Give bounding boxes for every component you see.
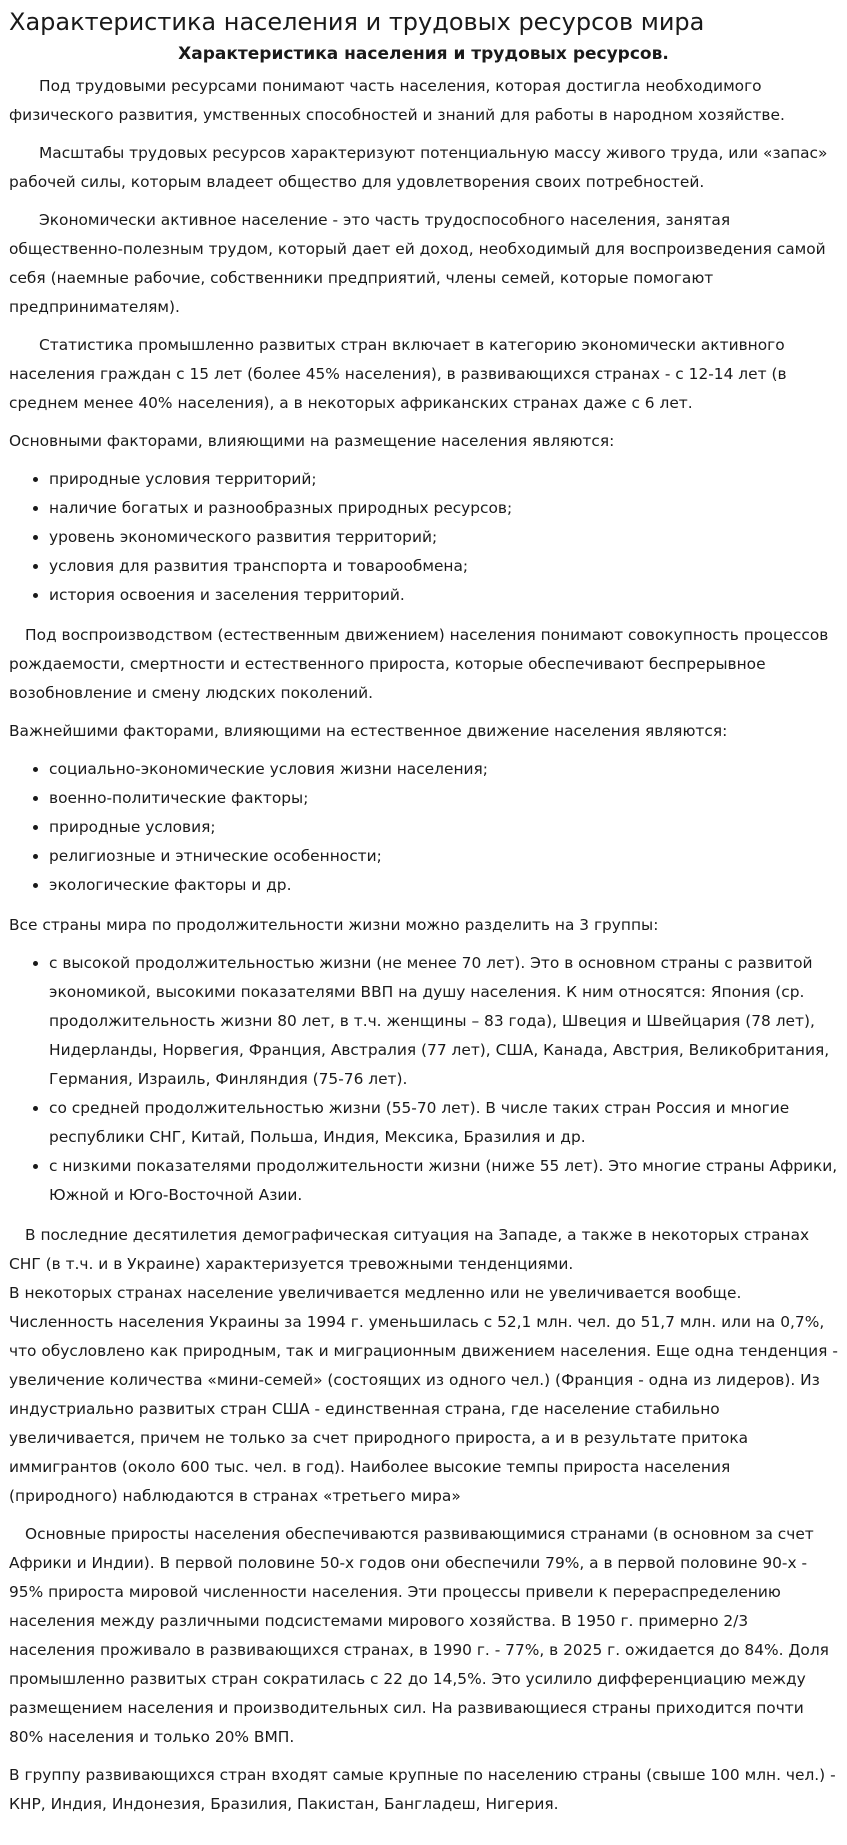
list-item: • наличие богатых и разнообразных природных ресурсов; — [49, 494, 838, 523]
list-item: • социально-экономические условия жизни населения; — [49, 755, 838, 784]
life-expectancy-groups-list — [9, 949, 838, 1210]
page-title: Характеристика населения и трудовых ресурсов мира — [9, 8, 705, 36]
paragraph-population-trends: В некоторых странах население увеличивается медленно или не увеличивается вообще. Численность населения Украины за 1994 г. уменьшилась с 52,1 млн. чел. до 51,7 млн. или на 0,7%, что обусловлено как природным, так и миграционным движением населения. Еще одна тенденция - увеличение количества «мини-семей» (состоящих из одного чел.) (Франция - одна из лидеров). Из индустриально развитых стран США - единственная страна, где население стабильно увеличивается, причем не только за счет природного прироста, а и в результате притока иммигрантов (около 600 тыс. чел. в год). Наиболее высокие темпы прироста населения (природного) наблюдаются в странах «третьего мира» — [9, 1284, 838, 1505]
list-item: • природные условия; — [49, 813, 838, 842]
paragraph-labor-resources: Под трудовыми ресурсами понимают часть населения, которая достигла необходимого физического развития, умственных способностей и знаний для работы в народном хозяйстве. — [9, 77, 785, 124]
list-item: • со средней продолжительностью жизни (55-70 лет). В числе таких стран Россия и многие республики СНГ, Китай, Польша, Индия, Мексика, Бразилия и др. — [49, 1094, 838, 1152]
groups-intro: Все страны мира по продолжительности жизни можно разделить на 3 группы: — [9, 916, 659, 934]
paragraph-reproduction: Под воспроизводством (естественным движением) населения понимают совокупность процессов рождаемости, смертности и естественного прироста, которые обеспечивают беспрерывное возобновление и смену людских поколений. — [9, 626, 829, 702]
natural-factors-list — [9, 755, 838, 900]
list-item: • с низкими показателями продолжительности жизни (ниже 55 лет). Это многие страны Африки, Южной и Юго-Восточной Азии. — [49, 1152, 838, 1210]
factors-list — [9, 465, 838, 610]
paragraph-population-growth: Основные приросты населения обеспечиваются развивающимися странами (в основном за счет Африки и Индии). В первой половине 50-х годов они обеспечили 79%, а в первой половине 90-х - 95% прироста мировой численности населения. Эти процессы привели к перераспределению населения между различными подсистемами мирового хозяйства. В 1950 г. примерно 2/3 населения проживало в развивающихся странах, в 1990 г. - 77%, в 2025 г. ожидается до 84%. Доля промышленно развитых стран сократилась с 22 до 14,5%. Это усилило дифференциацию между размещением населения и производительных сил. На развивающиеся страны приходится почти 80% населения и только 20% ВМП. — [9, 1525, 829, 1746]
article-subtitle: Характеристика населения и трудовых ресурсов. — [178, 44, 669, 64]
paragraph-scale: Масштабы трудовых ресурсов характеризуют потенциальную массу живого труда, или «запас» рабочей силы, которым владеет общество для удовлетворения своих потребностей. — [9, 144, 828, 191]
list-item: • история освоения и заселения территорий. — [49, 581, 838, 610]
paragraph-active-population: Экономически активное население - это часть трудоспособного населения, занятая общественно-полезным трудом, который дает ей доход, необходимый для воспроизведения самой себя (наемные рабочие, собственники предприятий, члены семей, которые помогают предпринимателям). — [9, 211, 826, 316]
list-item: • природные условия территорий; — [49, 465, 838, 494]
paragraph-demographic-situation: В последние десятилетия демографическая ситуация на Западе, а также в некоторых странах СНГ (в т.ч. и в Украине) характеризуется тревожными тенденциями. — [9, 1226, 810, 1273]
list-item: • экологические факторы и др. — [49, 871, 838, 900]
list-item: • условия для развития транспорта и товарообмена; — [49, 552, 838, 581]
list-item: • уровень экономического развития территорий; — [49, 523, 838, 552]
natural-factors-intro: Важнейшими факторами, влияющими на естественное движение населения являются: — [9, 722, 728, 740]
list-item: • с высокой продолжительностью жизни (не менее 70 лет). Это в основном страны с развитой экономикой, высокими показателями ВВП на душу населения. К ним относятся: Япония (ср. продолжительность жизни 80 лет, в т.ч. женщины – 83 года), Швеция и Швейцария (78 лет), Нидерланды, Норвегия, Франция, Австралия (77 лет), США, Канада, Австрия, Великобритания, Германия, Израиль, Финляндия (75-76 лет). — [49, 949, 838, 1094]
factors-intro: Основными факторами, влияющими на размещение населения являются: — [9, 432, 615, 450]
list-item: • религиозные и этнические особенности; — [49, 842, 838, 871]
list-item: • военно-политические факторы; — [49, 784, 838, 813]
paragraph-developing-countries: В группу развивающихся стран входят самые крупные по населению страны (свыше 100 млн. чел.) - КНР, Индия, Индонезия, Бразилия, Пакистан, Бангладеш, Нигерия. — [9, 1766, 836, 1813]
paragraph-statistics: Статистика промышленно развитых стран включает в категорию экономически активного населения граждан с 15 лет (более 45% населения), в развивающихся странах - с 12-14 лет (в среднем менее 40% населения), а в некоторых африканских странах даже с 6 лет. — [9, 336, 787, 412]
